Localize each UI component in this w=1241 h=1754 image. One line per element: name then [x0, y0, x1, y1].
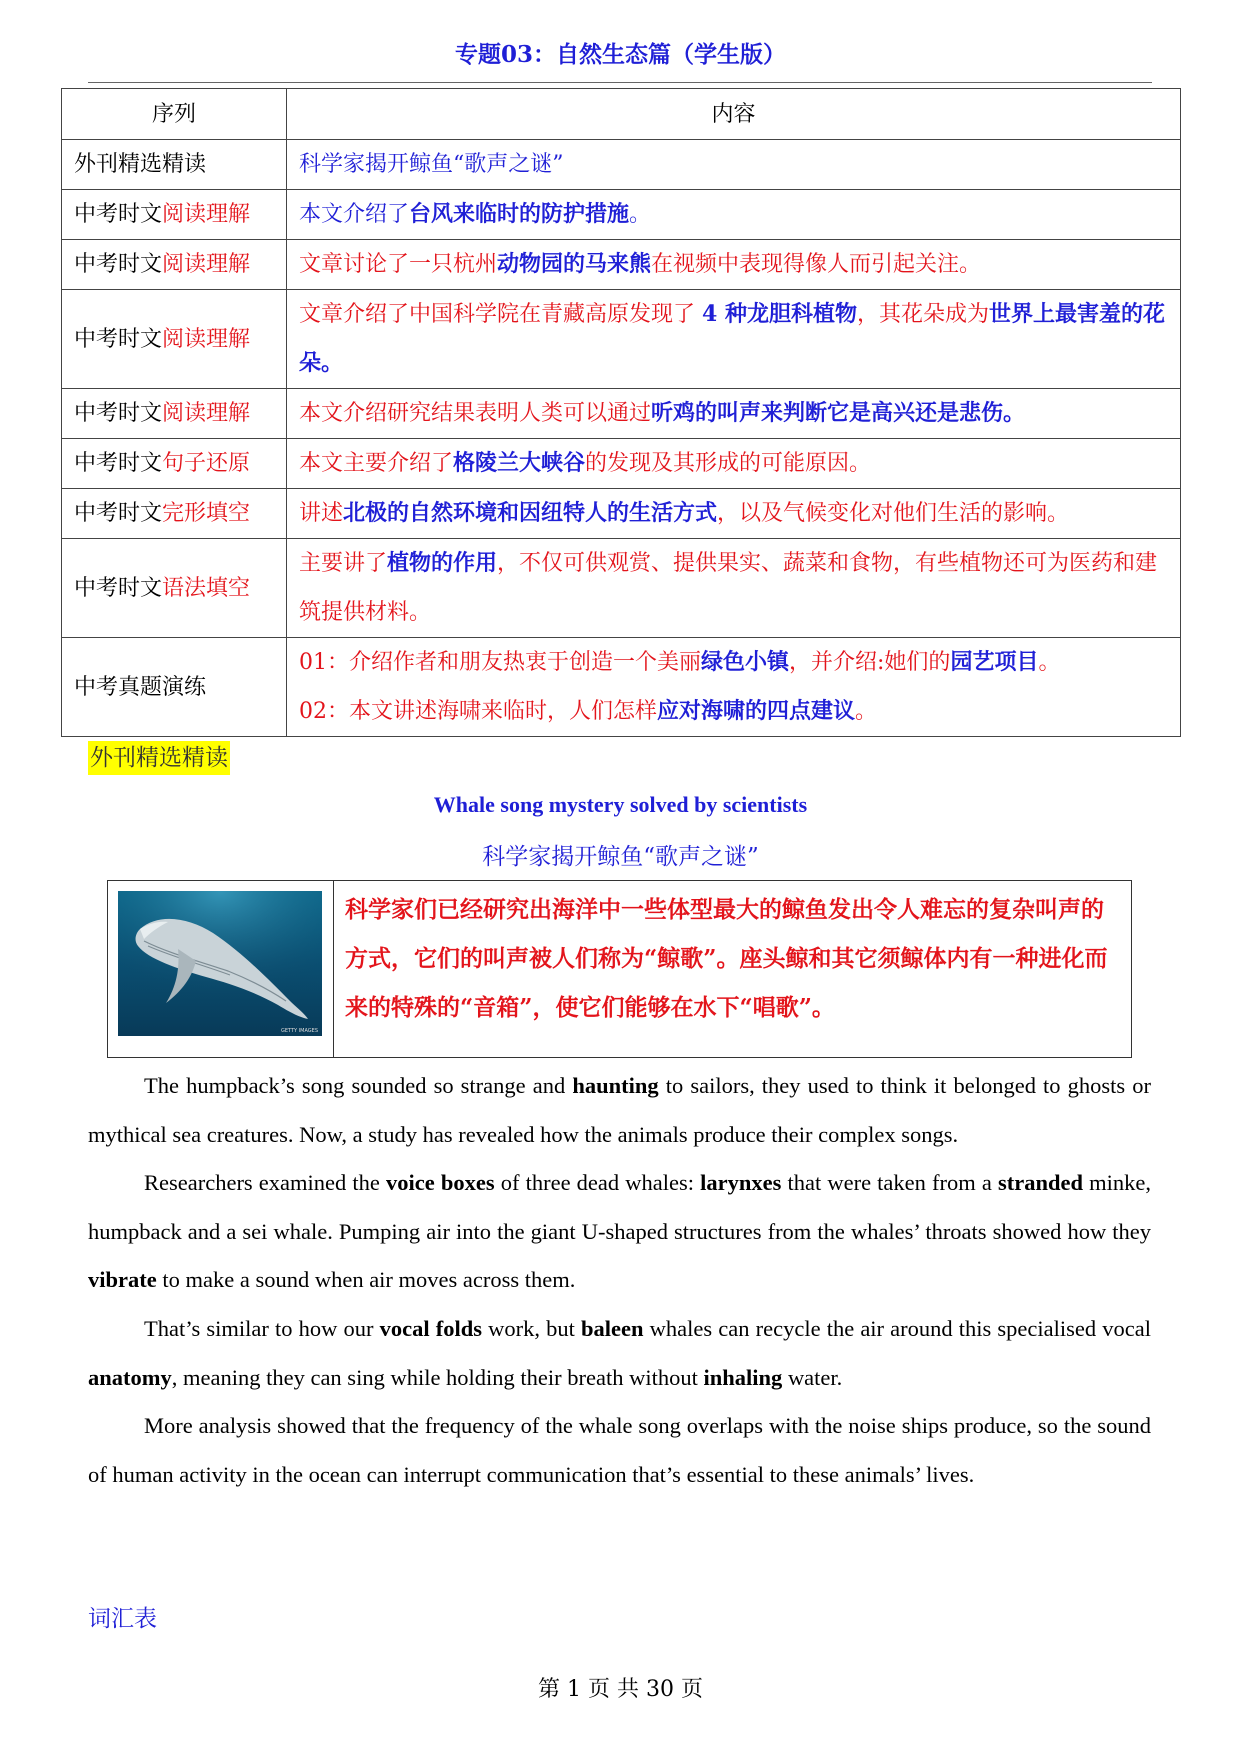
row-description: 本文主要介绍了格陵兰大峡谷的发现及其形成的可能原因。 — [287, 439, 1181, 489]
header-divider — [88, 82, 1152, 83]
chinese-summary: 科学家们已经研究出海洋中一些体型最大的鲸鱼发出令人难忘的复杂叫声的方式，它们的叫声被人们称为“鲸歌”。座头鲸和其它须鲸体内有一种进化而来的特殊的“音箱”，使它们能够在水下“唱歌”。 — [345, 896, 1108, 1021]
summary-image-cell — [108, 881, 334, 1057]
row-category: 中考真题演练 — [62, 638, 287, 737]
table-row — [62, 140, 1181, 190]
whale-photo — [118, 891, 322, 1036]
column-header: 序列 — [62, 89, 287, 140]
row-category: 中考时文句子还原 — [62, 439, 287, 489]
table-row — [62, 439, 1181, 489]
table-row — [62, 240, 1181, 290]
table-row — [62, 389, 1181, 439]
page-number: 第 1 页 共 30 页 — [538, 1677, 703, 1702]
image-credit: GETTY IMAGES — [280, 1028, 318, 1034]
row-description: 文章介绍了中国科学院在青藏高原发现了 4 种龙胆科植物，其花朵成为世界上最害羞的花朵。 — [287, 290, 1181, 389]
table-row — [62, 539, 1181, 638]
vocabulary-heading: 词汇表 — [88, 1606, 157, 1632]
article-subtitle: 科学家揭开鲸鱼“歌声之谜” — [482, 844, 759, 870]
summary-box — [107, 880, 1132, 1058]
article-title: Whale song mystery solved by scientists — [433, 792, 808, 817]
row-category: 中考时文阅读理解 — [62, 389, 287, 439]
table-header-row — [62, 89, 1181, 140]
article-paragraph: The humpback’s song sounded so strange and haunting to sailors, they used to think it belonged to ghosts or mythical sea creatures. Now, a study has revealed how the animals produce their complex songs. — [88, 1073, 1151, 1147]
article-paragraph: More analysis showed that the frequency of the whale song overlaps with the noise ships produce, so the sound of human activity in the ocean can interrupt communication that’s essential to these animals’ lives. — [88, 1413, 1151, 1487]
table-row — [62, 638, 1181, 737]
row-description: 文章讨论了一只杭州动物园的马来熊在视频中表现得像人而引起关注。 — [287, 240, 1181, 290]
whale-illustration — [118, 891, 322, 1036]
row-category: 中考时文阅读理解 — [62, 240, 287, 290]
page-title: 专题03：自然生态篇（学生版） — [454, 41, 786, 68]
row-description: 本文介绍了台风来临时的防护措施。 — [287, 190, 1181, 240]
row-category: 中考时文阅读理解 — [62, 290, 287, 389]
article-body — [88, 1062, 1151, 1499]
article-paragraph: That’s similar to how our vocal folds work, but baleen whales can recycle the air around this specialised vocal anatomy, meaning they can sing while holding their breath without inhaling water. — [88, 1315, 1151, 1390]
row-category: 中考时文完形填空 — [62, 489, 287, 539]
row-description: 本文介绍研究结果表明人类可以通过听鸡的叫声来判断它是高兴还是悲伤。 — [287, 389, 1181, 439]
row-description: 01：介绍作者和朋友热衷于创造一个美丽绿色小镇，并介绍:她们的园艺项目。 02：本文讲述海啸来临时，人们怎样应对海啸的四点建议。 — [287, 638, 1181, 737]
row-category: 中考时文语法填空 — [62, 539, 287, 638]
section-label-highlight: 外刊精选精读 — [88, 741, 230, 775]
row-category: 中考时文阅读理解 — [62, 190, 287, 240]
row-description: 主要讲了植物的作用，不仅可供观赏、提供果实、蔬菜和食物，有些植物还可为医药和建筑提供材料。 — [287, 539, 1181, 638]
table-row — [62, 190, 1181, 240]
article-paragraph: Researchers examined the voice boxes of three dead whales: larynxes that were taken from a stranded minke, humpback and a sei whale. Pumping air into the giant U-shaped structures from the whales’ throats showed how they vibrate to make a sound when air moves across them. — [88, 1170, 1151, 1293]
topic-table — [61, 88, 1181, 737]
column-header: 内容 — [287, 89, 1181, 140]
row-description: 科学家揭开鲸鱼“歌声之谜” — [287, 140, 1181, 190]
row-description: 讲述北极的自然环境和因纽特人的生活方式，以及气候变化对他们生活的影响。 — [287, 489, 1181, 539]
row-category: 外刊精选精读 — [62, 140, 287, 190]
table-row — [62, 290, 1181, 389]
table-row — [62, 489, 1181, 539]
